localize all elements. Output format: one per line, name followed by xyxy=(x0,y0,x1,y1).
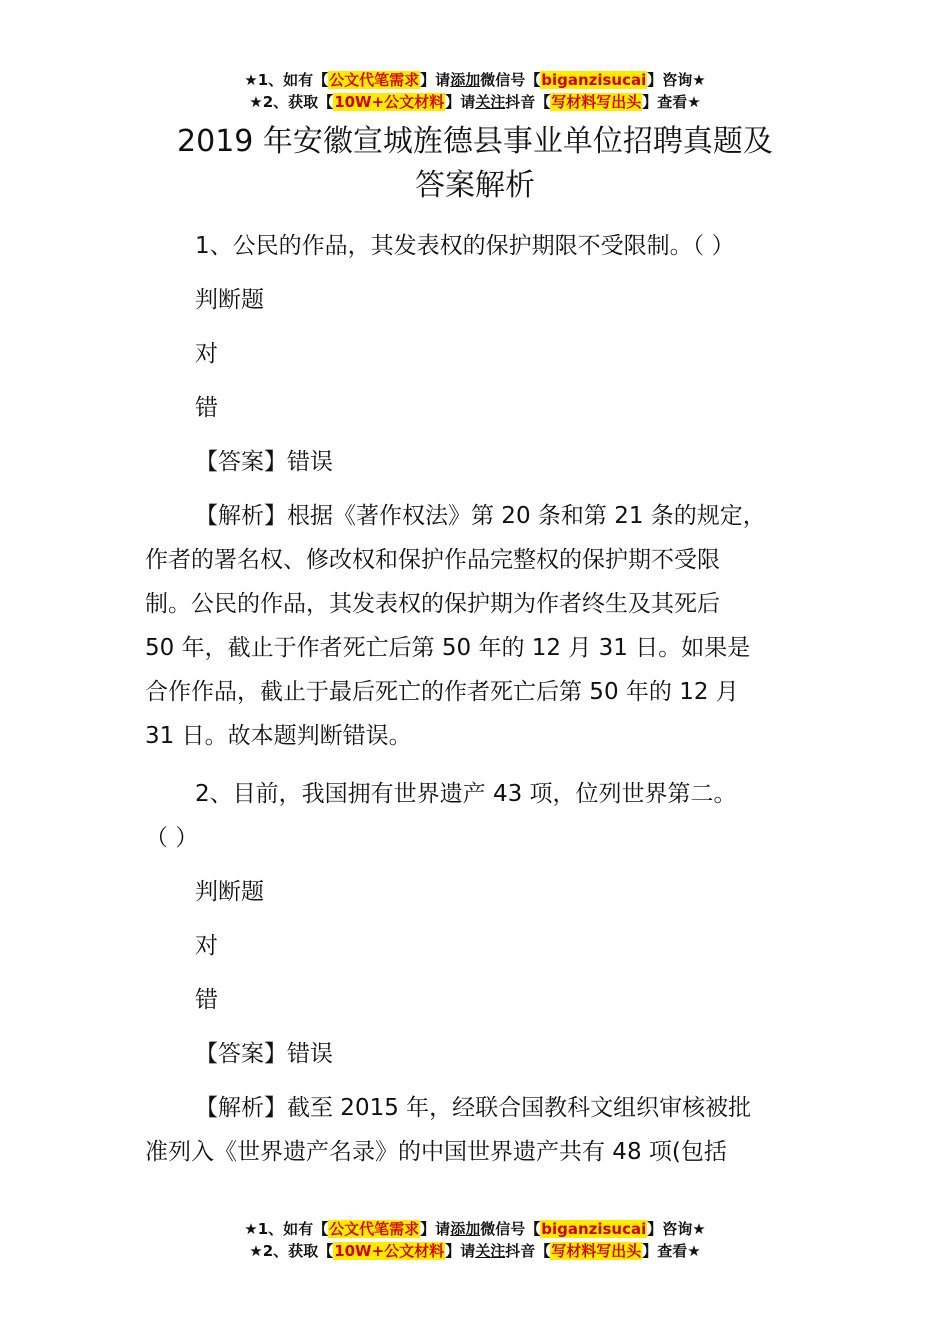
banner-text: 微信号【 xyxy=(480,71,541,89)
banner-underline: 关注 xyxy=(475,1242,506,1260)
banner-highlight: 10W+公文材料 xyxy=(334,1242,445,1260)
banner-text: 】咨询★ xyxy=(647,71,706,89)
banner-text: 】查看★ xyxy=(642,1242,701,1260)
question-type: 判断题 xyxy=(195,879,264,905)
option-true: 对 xyxy=(195,341,218,367)
analysis-line: 31 日。故本题判断错误。 xyxy=(145,723,412,749)
banner-text: 】请 xyxy=(445,1242,476,1260)
banner-text: ★1、如有【 xyxy=(244,1220,329,1238)
banner-text: 抖音【 xyxy=(505,1242,551,1260)
question-text: 1、公民的作品，其发表权的保护期限不受限制。（ ） xyxy=(195,233,735,259)
header-banner xyxy=(0,69,950,113)
option-false: 错 xyxy=(195,395,218,421)
banner-text: ★2、获取【 xyxy=(249,93,334,111)
banner-text: ★1、如有【 xyxy=(244,71,329,89)
banner-highlight: 公文代笔需求 xyxy=(329,71,420,89)
banner-underline: 关注 xyxy=(475,93,506,111)
banner-highlight: 写材料写出头 xyxy=(551,93,642,111)
banner-text: ★2、获取【 xyxy=(249,1242,334,1260)
question-2 xyxy=(145,772,835,1174)
banner-underline: 添加 xyxy=(450,1220,481,1238)
option-false: 错 xyxy=(195,987,218,1013)
banner-highlight: 10W+公文材料 xyxy=(334,93,445,111)
banner-text: 】查看★ xyxy=(642,93,701,111)
banner-highlight: 写材料写出头 xyxy=(551,1242,642,1260)
question-text: 2、目前，我国拥有世界遗产 43 项，位列世界第二。 xyxy=(195,781,737,807)
analysis-line: 作者的署名权、修改权和保护作品完整权的保护期不受限 xyxy=(145,547,720,573)
analysis-line: 50 年，截止于作者死亡后第 50 年的 12 月 31 日。如果是 xyxy=(145,635,751,661)
option-true: 对 xyxy=(195,933,218,959)
analysis-line: 制。公民的作品，其发表权的保护期为作者终生及其死后 xyxy=(145,591,720,617)
question-text-cont: （ ） xyxy=(145,825,199,851)
title-line-1: 2019 年安徽宣城旌德县事业单位招聘真题及 xyxy=(177,124,773,159)
answer: 【答案】错误 xyxy=(195,449,333,475)
banner-text: 】请 xyxy=(420,1220,451,1238)
banner-line-2 xyxy=(0,91,950,113)
footer-banner xyxy=(0,1218,950,1262)
question-1 xyxy=(145,224,835,758)
banner-underline: 添加 xyxy=(450,71,481,89)
banner-line-1 xyxy=(0,1218,950,1240)
banner-highlight: biganzisucai xyxy=(541,71,647,89)
banner-highlight: biganzisucai xyxy=(541,1220,647,1238)
title-line-2: 答案解析 xyxy=(415,168,535,203)
banner-text: 微信号【 xyxy=(480,1220,541,1238)
banner-line-1 xyxy=(0,69,950,91)
banner-text: 】请 xyxy=(420,71,451,89)
analysis-line: 准列入《世界遗产名录》的中国世界遗产共有 48 项(包括 xyxy=(145,1139,727,1165)
banner-text: 】请 xyxy=(445,93,476,111)
analysis-line: 合作作品，截止于最后死亡的作者死亡后第 50 年的 12 月 xyxy=(145,679,739,705)
question-type: 判断题 xyxy=(195,287,264,313)
banner-text: 】咨询★ xyxy=(647,1220,706,1238)
analysis-line: 【解析】截至 2015 年，经联合国教科文组织审核被批 xyxy=(195,1095,752,1121)
document-title xyxy=(100,120,850,208)
banner-text: 抖音【 xyxy=(505,93,551,111)
answer: 【答案】错误 xyxy=(195,1041,333,1067)
analysis-line: 【解析】根据《著作权法》第 20 条和第 21 条的规定， xyxy=(195,503,766,529)
banner-line-2 xyxy=(0,1240,950,1262)
banner-highlight: 公文代笔需求 xyxy=(329,1220,420,1238)
